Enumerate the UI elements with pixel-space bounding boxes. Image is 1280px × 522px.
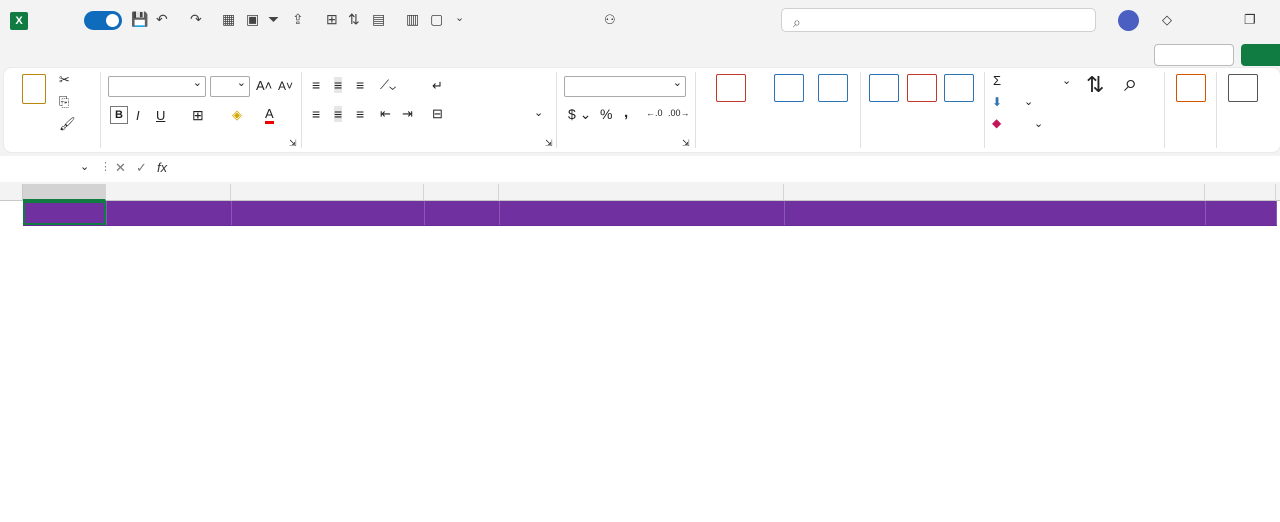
search-icon: ⌕ <box>793 14 801 30</box>
clear-icon: ◆ <box>992 116 1002 130</box>
font-name-select[interactable] <box>108 76 206 97</box>
header-cell-type[interactable] <box>1205 201 1276 225</box>
diamond-icon[interactable]: ◇ <box>1162 12 1172 27</box>
format-painter-icon[interactable]: 🖌 <box>59 116 76 131</box>
header-cell-number[interactable] <box>23 201 106 225</box>
insert-function-icon[interactable]: fx <box>157 160 168 175</box>
column-header-f[interactable] <box>784 184 1205 201</box>
column-header-b[interactable] <box>106 184 231 201</box>
column-header-e[interactable] <box>499 184 784 201</box>
divider <box>100 72 101 148</box>
column-header-h[interactable] <box>1276 184 1280 201</box>
column-header-g[interactable] <box>1205 184 1276 201</box>
align-bottom-icon[interactable]: ≡ <box>356 77 365 93</box>
excel-logo-icon: X <box>10 12 28 30</box>
increase-decimal-icon[interactable]: ←.0 <box>646 108 663 118</box>
column-header-d[interactable] <box>424 184 499 201</box>
restore-window-icon[interactable]: ❐ <box>1244 12 1256 27</box>
autosum-icon: Σ <box>993 73 1002 88</box>
merge-dropdown-icon[interactable]: ⌄ <box>534 107 544 119</box>
cancel-icon[interactable]: ✕ <box>115 160 126 175</box>
column-header-a[interactable] <box>23 184 106 201</box>
fill-color-icon[interactable]: ◈ <box>232 107 242 122</box>
currency-icon[interactable]: $ ⌄ <box>568 106 592 122</box>
more-options-icon[interactable]: ⋮ <box>100 161 111 173</box>
filter-icon[interactable]: ⏷ <box>268 11 280 27</box>
decrease-decimal-icon[interactable]: .00→ <box>668 108 690 118</box>
format-as-table-icon <box>774 74 804 102</box>
orientation-icon[interactable]: ⟋⌄ <box>380 77 397 92</box>
table-header-row <box>23 201 1276 225</box>
borders-button-icon[interactable]: ⊞ <box>192 107 204 123</box>
find-select-icon: ⌕ <box>1124 70 1138 97</box>
comments-button[interactable] <box>1154 44 1234 66</box>
merge-center-icon: ⊟ <box>432 106 443 121</box>
wrap-text-icon: ↵ <box>432 78 443 93</box>
percent-icon[interactable]: % <box>600 106 613 122</box>
number-launcher-icon[interactable]: ⇲ <box>682 138 690 148</box>
table-icon[interactable]: ▥ <box>406 11 420 27</box>
ribbon <box>4 68 1280 152</box>
font-launcher-icon[interactable]: ⇲ <box>289 138 297 148</box>
header-cell-kpi-group[interactable] <box>106 201 231 225</box>
redo-icon[interactable]: ↷ <box>190 11 202 27</box>
comma-style-icon[interactable]: , <box>624 104 629 121</box>
name-box-dropdown-icon[interactable]: ⌄ <box>80 161 90 173</box>
divider <box>695 72 696 148</box>
sort-icon[interactable]: ⇅ <box>348 11 360 27</box>
worksheet-grid[interactable] <box>0 184 1280 522</box>
delete-cells-icon <box>907 74 937 102</box>
divider <box>984 72 985 148</box>
fill-icon: ⬇ <box>992 95 1003 109</box>
formula-bar <box>0 156 1280 182</box>
bold-button[interactable]: B <box>110 106 128 124</box>
analyze-data-icon <box>1228 74 1258 102</box>
share-button[interactable] <box>1241 44 1280 66</box>
kpi-table[interactable] <box>23 201 1277 226</box>
insert-cells-icon <box>869 74 899 102</box>
decrease-indent-icon[interactable]: ⇤ <box>380 106 391 121</box>
clear-dropdown-icon[interactable]: ⌄ <box>1034 118 1044 130</box>
italic-button[interactable]: I <box>136 108 140 123</box>
copy-icon[interactable]: ⎘ <box>59 94 70 109</box>
align-center-icon[interactable]: ≡ <box>334 106 343 122</box>
underline-button[interactable]: U <box>156 108 166 123</box>
picture-icon[interactable]: ▣ <box>246 11 260 27</box>
title-bar <box>0 0 1280 40</box>
share-icon[interactable]: ⇪ <box>292 11 304 27</box>
autosave-toggle[interactable] <box>84 11 122 30</box>
enter-icon[interactable]: ✓ <box>136 160 147 175</box>
paste-icon[interactable] <box>22 74 46 104</box>
coauthor-icon: ⚇ <box>604 12 616 27</box>
number-format-select[interactable] <box>564 76 686 97</box>
format-cells-icon <box>944 74 974 102</box>
alignment-launcher-icon[interactable]: ⇲ <box>545 138 553 148</box>
customize-qat-icon[interactable]: ⌄ <box>455 12 465 24</box>
avatar[interactable] <box>1118 10 1139 31</box>
autosum-dropdown-icon[interactable]: ⌄ <box>1062 75 1072 87</box>
header-cell-definition[interactable] <box>784 201 1205 225</box>
select-all-corner[interactable] <box>0 184 23 201</box>
divider <box>301 72 302 148</box>
addins-icon <box>1176 74 1206 102</box>
align-right-icon[interactable]: ≡ <box>356 106 365 122</box>
font-size-select[interactable] <box>210 76 250 97</box>
header-cell-unit[interactable] <box>424 201 499 225</box>
divider <box>860 72 861 148</box>
grid-icon[interactable]: ▤ <box>372 11 386 27</box>
form-icon[interactable]: ▢ <box>430 11 444 27</box>
fill-dropdown-icon[interactable]: ⌄ <box>1024 96 1034 108</box>
sort-filter-icon: ⇅ <box>1086 72 1105 97</box>
search-box[interactable] <box>781 8 1096 32</box>
align-middle-icon[interactable]: ≡ <box>334 77 343 93</box>
cell-styles-icon <box>818 74 848 102</box>
increase-font-icon[interactable]: A˄ <box>256 78 273 93</box>
font-color-icon[interactable]: A <box>265 106 274 124</box>
column-header-c[interactable] <box>231 184 424 201</box>
divider <box>556 72 557 148</box>
increase-indent-icon[interactable]: ⇥ <box>402 106 413 121</box>
borders-icon[interactable]: ▦ <box>222 11 236 27</box>
undo-icon[interactable]: ↶ <box>156 11 168 27</box>
header-cell-kpi-name[interactable] <box>231 201 424 225</box>
save-icon[interactable]: 💾 <box>131 11 149 27</box>
calculator-icon[interactable]: ⊞ <box>326 11 338 27</box>
align-top-icon[interactable]: ≡ <box>312 77 321 93</box>
menu-bar <box>0 40 1280 68</box>
conditional-formatting-icon <box>716 74 746 102</box>
cut-icon[interactable]: ✂ <box>59 72 70 87</box>
decrease-font-icon[interactable]: A˅ <box>278 79 294 93</box>
header-cell-formula[interactable] <box>499 201 784 225</box>
align-left-icon[interactable]: ≡ <box>312 106 321 122</box>
divider <box>1216 72 1217 148</box>
divider <box>1164 72 1165 148</box>
